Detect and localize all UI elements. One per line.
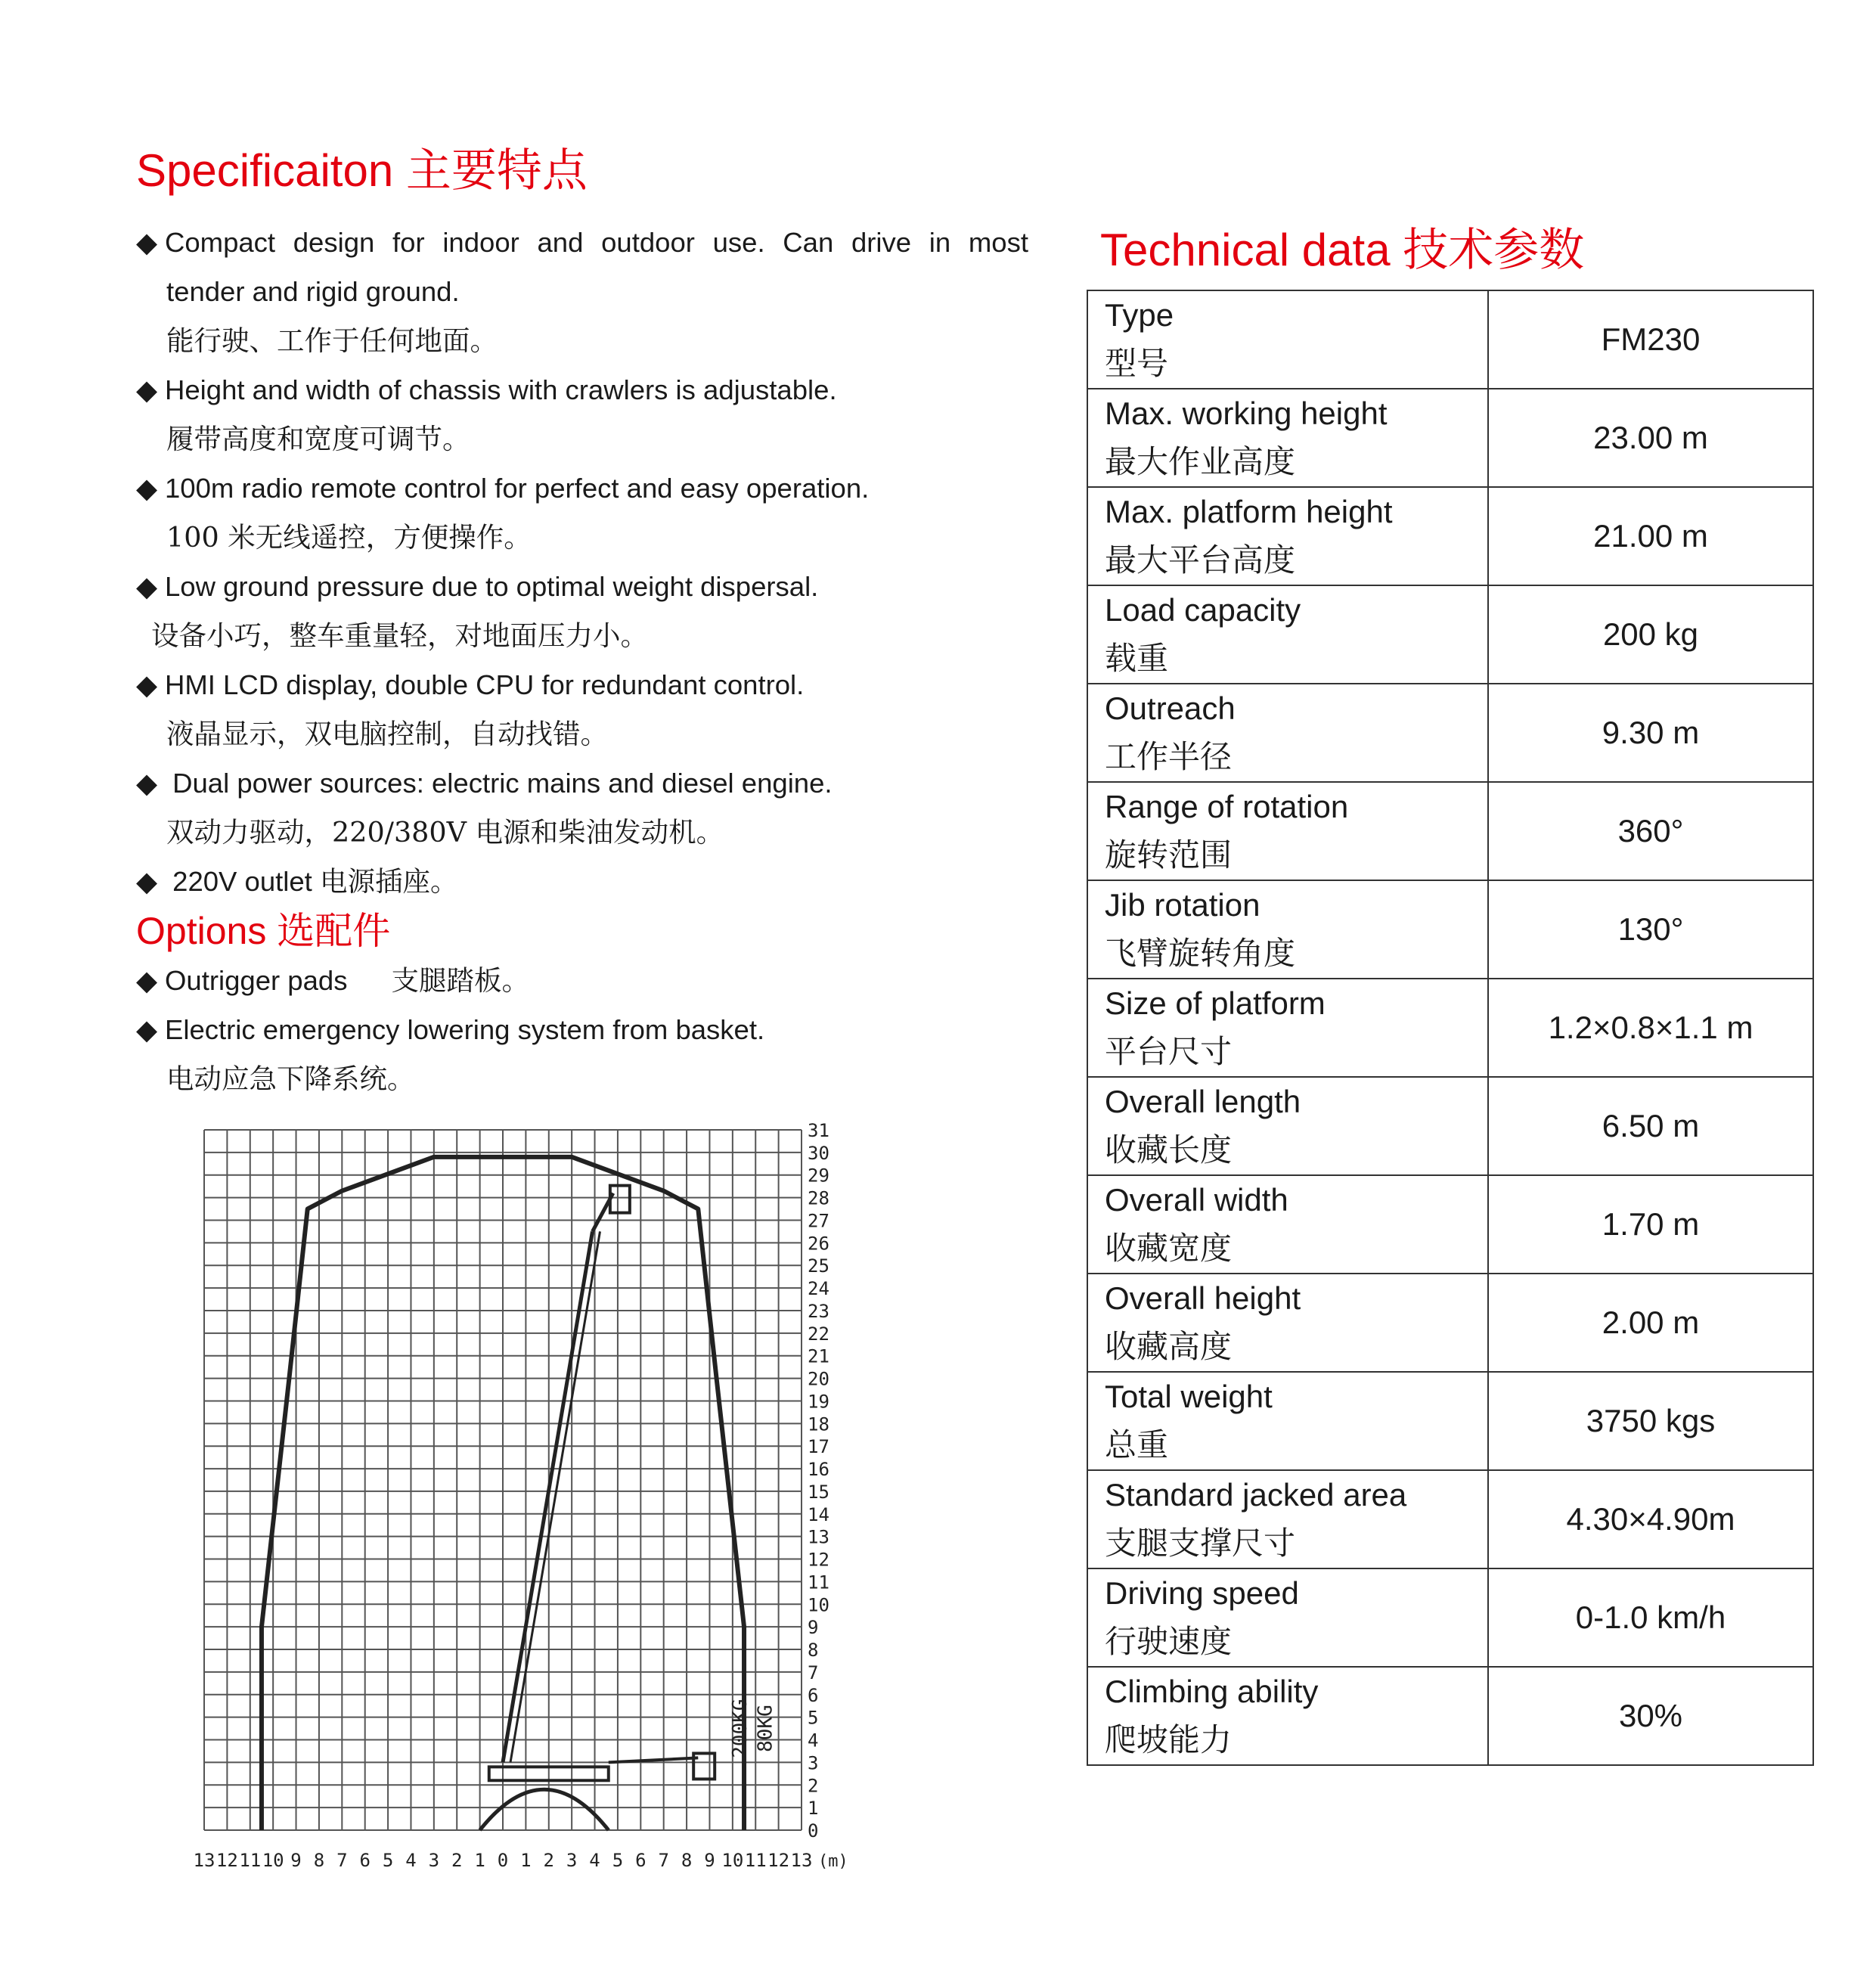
tech-row bbox=[1087, 880, 1813, 979]
tech-value: 21.00 m bbox=[1488, 487, 1813, 585]
option-item-en: Electric emergency lowering system from basket. bbox=[165, 1014, 765, 1045]
tech-label-en: Overall height bbox=[1105, 1280, 1301, 1316]
tech-value: 200 kg bbox=[1488, 585, 1813, 684]
tech-label-cell bbox=[1087, 290, 1488, 389]
tech-label-cell bbox=[1087, 1372, 1488, 1470]
tech-label-cell bbox=[1087, 585, 1488, 684]
tech-table-body bbox=[1087, 290, 1813, 1765]
spec-item-en: HMI LCD display, double CPU for redundant control. bbox=[165, 669, 805, 700]
x-tick-label: 7 bbox=[336, 1850, 348, 1871]
x-unit-label: (m) bbox=[818, 1852, 848, 1871]
spec-item-en: Dual power sources: electric mains and diesel engine. bbox=[165, 768, 833, 799]
spec-item-en: 100m radio remote control for perfect and easy operation. bbox=[165, 473, 870, 504]
y-tick-label: 4 bbox=[808, 1730, 819, 1751]
x-tick-label: 10 bbox=[721, 1850, 744, 1871]
y-tick-label: 11 bbox=[808, 1572, 829, 1593]
tech-label-en: Outreach bbox=[1105, 690, 1236, 726]
tech-label-zh: 收藏长度 bbox=[1105, 1131, 1233, 1168]
tech-row bbox=[1087, 1470, 1813, 1568]
tech-label-cell bbox=[1087, 782, 1488, 880]
tech-value: 1.70 m bbox=[1488, 1175, 1813, 1274]
x-tick-label: 3 bbox=[428, 1850, 440, 1871]
tech-label-cell bbox=[1087, 487, 1488, 585]
x-tick-label: 6 bbox=[359, 1850, 371, 1871]
tech-value: 9.30 m bbox=[1488, 684, 1813, 782]
tech-value: FM230 bbox=[1488, 290, 1813, 389]
tech-label-en: Type bbox=[1105, 297, 1174, 333]
tech-row bbox=[1087, 684, 1813, 782]
y-tick-label: 8 bbox=[808, 1640, 819, 1661]
tech-row bbox=[1087, 487, 1813, 585]
tech-label-en: Max. platform height bbox=[1105, 494, 1393, 529]
y-tick-label: 26 bbox=[808, 1233, 829, 1255]
x-tick-label: 3 bbox=[566, 1850, 578, 1871]
x-tick-label: 2 bbox=[451, 1850, 463, 1871]
x-tick-label: 13 bbox=[790, 1850, 813, 1871]
spec-item-en: Height and width of chassis with crawlers is adjustable. bbox=[165, 374, 837, 405]
diamond-bullet-icon: ◆ bbox=[136, 669, 158, 700]
y-tick-label: 3 bbox=[808, 1752, 819, 1774]
spec-item-en: Compact design for indoor and outdoor use. Can drive in most bbox=[165, 227, 1028, 258]
x-tick-label: 11 bbox=[744, 1850, 767, 1871]
y-tick-label: 28 bbox=[808, 1187, 829, 1209]
x-tick-label: 12 bbox=[767, 1850, 790, 1871]
tech-value: 30% bbox=[1488, 1667, 1813, 1765]
tech-label-cell bbox=[1087, 979, 1488, 1077]
tech-row bbox=[1087, 1274, 1813, 1372]
tech-row bbox=[1087, 782, 1813, 880]
spec-item-en: Low ground pressure due to optimal weight dispersal. bbox=[165, 571, 819, 602]
tech-label-cell bbox=[1087, 1077, 1488, 1175]
tech-label-cell bbox=[1087, 389, 1488, 487]
tech-label-zh: 平台尺寸 bbox=[1105, 1033, 1233, 1070]
y-tick-label: 0 bbox=[808, 1820, 819, 1841]
tech-value: 130° bbox=[1488, 880, 1813, 979]
y-tick-label: 25 bbox=[808, 1255, 829, 1277]
y-tick-label: 30 bbox=[808, 1142, 829, 1164]
tech-label-cell bbox=[1087, 1470, 1488, 1568]
diamond-bullet-icon: ◆ bbox=[136, 571, 158, 602]
tech-label-zh: 收藏宽度 bbox=[1105, 1230, 1233, 1267]
y-tick-label: 10 bbox=[808, 1594, 829, 1616]
tech-label-en: Jib rotation bbox=[1105, 887, 1260, 923]
x-tick-label: 4 bbox=[589, 1850, 600, 1871]
x-tick-label: 8 bbox=[313, 1850, 325, 1871]
x-tick-label: 4 bbox=[405, 1850, 417, 1871]
y-tick-label: 19 bbox=[808, 1391, 829, 1413]
load-label: 80KG bbox=[754, 1705, 777, 1752]
tech-row bbox=[1087, 290, 1813, 389]
tech-label-en: Load capacity bbox=[1105, 592, 1301, 628]
spec-item bbox=[136, 759, 1028, 857]
tech-label-en: Driving speed bbox=[1105, 1575, 1299, 1611]
tech-title: Technical data 技术参数 bbox=[1100, 225, 1585, 275]
tech-label-cell bbox=[1087, 1274, 1488, 1372]
spec-item bbox=[136, 660, 1028, 759]
tech-row bbox=[1087, 979, 1813, 1077]
tech-value: 360° bbox=[1488, 782, 1813, 880]
tech-label-zh: 总重 bbox=[1105, 1426, 1169, 1463]
y-tick-label: 6 bbox=[808, 1684, 819, 1706]
tech-value: 6.50 m bbox=[1488, 1077, 1813, 1175]
tech-row bbox=[1087, 389, 1813, 487]
y-tick-label: 17 bbox=[808, 1436, 829, 1458]
x-tick-label: 11 bbox=[239, 1850, 262, 1871]
x-tick-label: 7 bbox=[658, 1850, 669, 1871]
tech-value: 3750 kgs bbox=[1488, 1372, 1813, 1470]
x-tick-label: 2 bbox=[543, 1850, 554, 1871]
tech-label-zh: 收藏高度 bbox=[1105, 1328, 1233, 1365]
y-tick-label: 29 bbox=[808, 1165, 829, 1187]
x-tick-label: 12 bbox=[216, 1850, 238, 1871]
diamond-bullet-icon: ◆ bbox=[136, 227, 158, 258]
y-tick-label: 24 bbox=[808, 1278, 829, 1300]
tech-label-cell bbox=[1087, 684, 1488, 782]
tech-row bbox=[1087, 1372, 1813, 1470]
tech-label-zh: 最大作业高度 bbox=[1105, 443, 1296, 480]
x-tick-label: 5 bbox=[382, 1850, 394, 1871]
y-tick-label: 20 bbox=[808, 1368, 829, 1390]
tech-label-zh: 最大平台高度 bbox=[1105, 541, 1296, 579]
x-tick-label: 6 bbox=[635, 1850, 647, 1871]
y-tick-label: 31 bbox=[808, 1120, 829, 1141]
tech-value: 2.00 m bbox=[1488, 1274, 1813, 1372]
y-tick-label: 2 bbox=[808, 1775, 819, 1797]
spec-item-zh: 100 米无线遥控，方便操作。 bbox=[166, 521, 532, 554]
diamond-bullet-icon: ◆ bbox=[136, 1014, 158, 1045]
y-tick-label: 14 bbox=[808, 1503, 829, 1525]
tech-label-cell bbox=[1087, 1175, 1488, 1274]
spec-item bbox=[136, 464, 1028, 562]
load-label: 200KG bbox=[729, 1699, 752, 1758]
x-tick-label: 0 bbox=[497, 1850, 509, 1871]
tech-row bbox=[1087, 1568, 1813, 1667]
crawler-track bbox=[480, 1789, 609, 1830]
tech-label-en: Total weight bbox=[1105, 1379, 1273, 1414]
x-tick-label: 13 bbox=[193, 1850, 216, 1871]
basket-icon bbox=[610, 1186, 630, 1213]
tech-label-zh: 工作半径 bbox=[1105, 738, 1233, 775]
x-tick-label: 8 bbox=[681, 1850, 693, 1871]
spec-item-zh: 履带高度和宽度可调节。 bbox=[166, 423, 470, 455]
y-tick-label: 22 bbox=[808, 1323, 829, 1345]
tech-row bbox=[1087, 1175, 1813, 1274]
working-range-diagram bbox=[189, 1119, 854, 1898]
spec-item-en: 220V outlet 电源插座。 bbox=[165, 866, 458, 897]
option-item-zh: 电动应急下降系统。 bbox=[166, 1063, 415, 1095]
option-item-zh: 支腿踏板。 bbox=[391, 964, 529, 997]
spec-item bbox=[136, 365, 1028, 464]
tech-label-zh: 飞臂旋转角度 bbox=[1105, 935, 1296, 972]
options-title: Options 选配件 bbox=[136, 910, 391, 952]
tech-label-cell bbox=[1087, 1667, 1488, 1765]
y-tick-label: 15 bbox=[808, 1481, 829, 1503]
tech-row bbox=[1087, 1667, 1813, 1765]
y-tick-label: 18 bbox=[808, 1413, 829, 1435]
tech-value: 1.2×0.8×1.1 m bbox=[1488, 979, 1813, 1077]
y-tick-label: 1 bbox=[808, 1798, 819, 1820]
spec-item-en-cont: tender and rigid ground. bbox=[166, 276, 460, 307]
spec-item-zh: 能行驶、工作于任何地面。 bbox=[166, 324, 498, 357]
tech-value: 0-1.0 km/h bbox=[1488, 1568, 1813, 1667]
tech-value: 4.30×4.90m bbox=[1488, 1470, 1813, 1568]
y-tick-label: 16 bbox=[808, 1459, 829, 1481]
tech-label-en: Overall length bbox=[1105, 1084, 1301, 1119]
y-tick-label: 9 bbox=[808, 1617, 819, 1639]
spec-item bbox=[136, 562, 1028, 660]
y-tick-label: 5 bbox=[808, 1707, 819, 1729]
tech-table bbox=[1087, 290, 1814, 1766]
spec-item bbox=[136, 857, 1028, 906]
tech-label-en: Standard jacked area bbox=[1105, 1477, 1407, 1513]
tech-label-zh: 旋转范围 bbox=[1105, 836, 1233, 873]
option-item bbox=[136, 1005, 1028, 1103]
option-item bbox=[136, 956, 1028, 1005]
tech-label-en: Overall width bbox=[1105, 1182, 1288, 1218]
tech-label-en: Range of rotation bbox=[1105, 789, 1349, 824]
tech-label-zh: 行驶速度 bbox=[1105, 1623, 1233, 1660]
spec-item-zh: 液晶显示，双电脑控制，自动找错。 bbox=[166, 718, 608, 750]
x-tick-label: 1 bbox=[474, 1850, 485, 1871]
tech-label-cell bbox=[1087, 880, 1488, 979]
tech-label-zh: 型号 bbox=[1105, 345, 1169, 382]
y-tick-label: 13 bbox=[808, 1526, 829, 1548]
y-tick-label: 27 bbox=[808, 1210, 829, 1232]
x-tick-label: 5 bbox=[612, 1850, 624, 1871]
diamond-bullet-icon: ◆ bbox=[136, 768, 158, 799]
x-tick-label: 9 bbox=[290, 1850, 302, 1871]
y-tick-label: 21 bbox=[808, 1345, 829, 1367]
y-tick-label: 12 bbox=[808, 1549, 829, 1571]
tech-row bbox=[1087, 585, 1813, 684]
tech-label-en: Size of platform bbox=[1105, 985, 1326, 1021]
tech-label-en: Climbing ability bbox=[1105, 1674, 1319, 1709]
tech-label-en: Max. working height bbox=[1105, 396, 1388, 431]
diamond-bullet-icon: ◆ bbox=[136, 866, 158, 897]
y-tick-label: 23 bbox=[808, 1300, 829, 1322]
tech-label-cell bbox=[1087, 1568, 1488, 1667]
x-tick-label: 9 bbox=[704, 1850, 715, 1871]
option-item-en: Outrigger pads bbox=[165, 965, 348, 996]
diamond-bullet-icon: ◆ bbox=[136, 374, 158, 405]
tech-row bbox=[1087, 1077, 1813, 1175]
spec-title: Specificaiton 主要特点 bbox=[136, 145, 588, 196]
tech-label-zh: 支腿支撑尺寸 bbox=[1105, 1525, 1296, 1562]
spec-item-zh: 双动力驱动，220/380V 电源和柴油发动机。 bbox=[166, 816, 724, 849]
tech-label-zh: 载重 bbox=[1105, 640, 1169, 677]
x-tick-label: 10 bbox=[262, 1850, 284, 1871]
tech-label-zh: 爬坡能力 bbox=[1105, 1721, 1233, 1758]
diamond-bullet-icon: ◆ bbox=[136, 473, 158, 504]
spec-list bbox=[136, 218, 1028, 1103]
spec-item bbox=[136, 218, 1028, 365]
diamond-bullet-icon: ◆ bbox=[136, 965, 158, 996]
tech-value: 23.00 m bbox=[1488, 389, 1813, 487]
spec-item-zh: 设备小巧，整车重量轻，对地面压力小。 bbox=[151, 619, 648, 652]
x-tick-label: 1 bbox=[520, 1850, 532, 1871]
y-tick-label: 7 bbox=[808, 1661, 819, 1683]
